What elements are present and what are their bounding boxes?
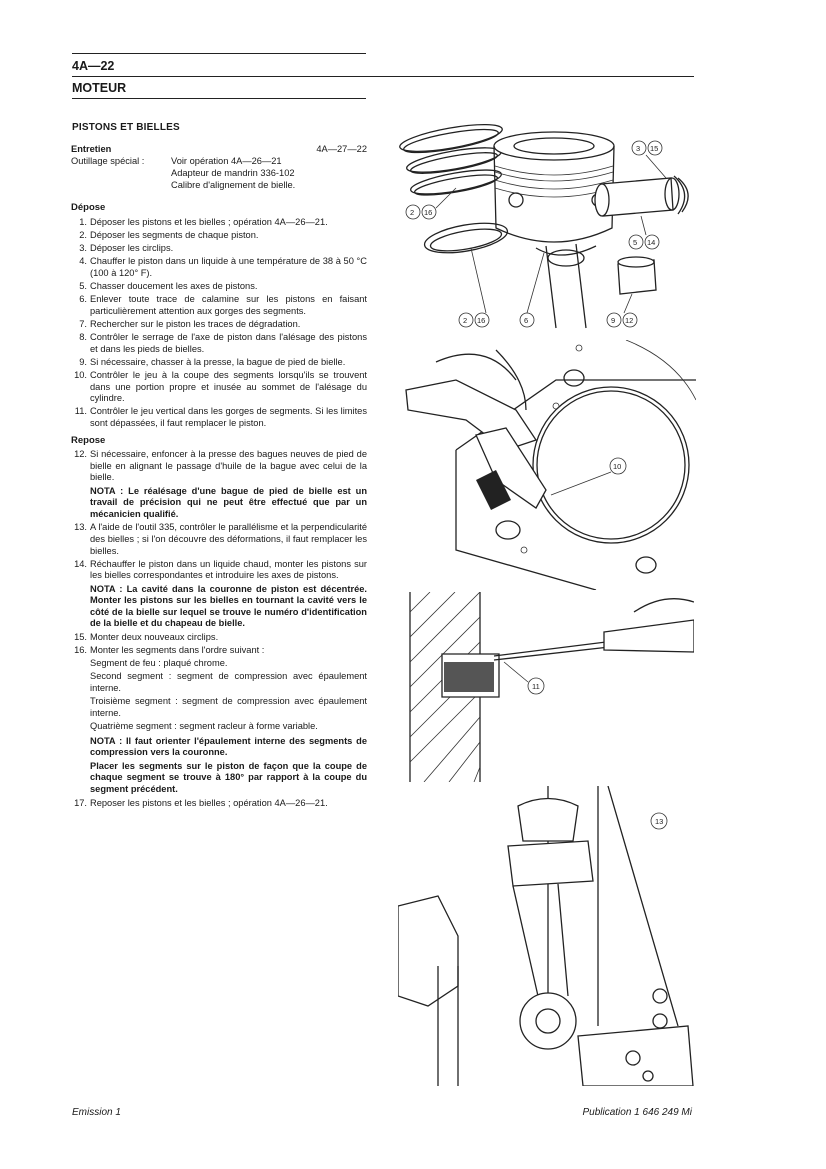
header-rule xyxy=(72,76,694,77)
note: NOTA : La cavité dans la couronne de piston est décentrée. Monter les pistons sur les bielles en tournant la cavité vers le côté de la bielle sur lequel se trouve le numéro d'identification de la bielle et du chapeau de bielle. xyxy=(90,583,367,629)
entretien-row xyxy=(71,144,367,156)
alignment-tool-illustration xyxy=(398,786,693,1086)
list-item: 10. Contrôler le jeu à la coupe des segments lorsqu'ils se trouvent dans une portion propre et inusée au sommet de l'alésage du cylindre. xyxy=(74,370,367,404)
piston-section-illustration xyxy=(410,592,499,782)
outillage-line: Adapteur de mandrin 336-102 xyxy=(171,168,295,178)
entretien-label: Entretien xyxy=(71,144,112,154)
callout-label: 16 xyxy=(477,316,486,325)
figure-piston-exploded xyxy=(396,118,696,338)
outillage-line: Calibre d'alignement de bielle. xyxy=(171,180,296,190)
callout-label: 12 xyxy=(625,316,634,325)
depose-list xyxy=(71,217,367,430)
text-column xyxy=(71,144,367,811)
segment-line: Second segment : segment de compression avec épaulement interne. xyxy=(90,671,367,694)
list-item: 1. Déposer les pistons et les bielles ; opération 4A—26—21. xyxy=(79,216,328,227)
hand-with-feeler-illustration xyxy=(406,350,546,510)
figure-ring-gap-check xyxy=(396,340,696,590)
page-code: 4A—22 xyxy=(72,59,115,73)
section-title: PISTONS ET BIELLES xyxy=(72,122,180,133)
callout-label: 14 xyxy=(647,238,656,247)
top-rule xyxy=(72,53,366,54)
list-item: 15. Monter deux nouveaux circlips. xyxy=(74,631,219,642)
list-item: 7. Rechercher sur le piston les traces de dégradation. xyxy=(79,318,301,329)
list-item: 2. Déposer les segments de chaque piston. xyxy=(79,229,259,240)
outillage-row xyxy=(71,156,367,168)
list-item: 3. Déposer les circlips. xyxy=(79,242,174,253)
note: NOTA : Il faut orienter l'épaulement interne des segments de compression vers la couronne. xyxy=(90,735,367,758)
small-end-bush-illustration xyxy=(618,257,656,294)
list-item: 16. Monter les segments dans l'ordre suivant : xyxy=(74,645,265,656)
outillage-label: Outillage spécial : xyxy=(71,156,145,166)
list-item: 17. Reposer les pistons et les bielles ; opération 4A—26—21. xyxy=(74,797,328,808)
page-title: MOTEUR xyxy=(72,81,127,95)
list-item: 6. Enlever toute trace de calamine sur les pistons en faisant particulièrement attention aux gorges des segments. xyxy=(79,294,367,316)
repose-heading: Repose xyxy=(71,434,106,446)
callout-label: 2 xyxy=(463,316,468,325)
figure-rod-alignment xyxy=(398,786,698,1086)
piston-pin-illustration xyxy=(595,176,688,216)
segment-line: Troisième segment : segment de compression avec épaulement interne. xyxy=(90,696,367,718)
footer-publication: Publication 1 646 249 Mi xyxy=(582,1107,692,1118)
callout-label: 5 xyxy=(633,238,638,247)
title-rule xyxy=(72,98,366,99)
callout-label: 3 xyxy=(636,144,641,153)
segment-line: Quatrième segment : segment racleur à forme variable. xyxy=(90,721,318,732)
note: NOTA : Le réalésage d'une bague de pied de bielle est un travail de précision qui ne peut être effectué que par un mécanicien qualifié. xyxy=(90,485,367,519)
piston-rings-illustration xyxy=(398,119,510,258)
entretien-ref: 4A—27—22 xyxy=(316,144,367,154)
callout-label: 15 xyxy=(650,144,659,153)
callout-label: 16 xyxy=(424,208,433,217)
callout-label: 10 xyxy=(613,462,622,471)
callout-label: 6 xyxy=(524,316,529,325)
depose-heading: Dépose xyxy=(71,202,106,213)
callout-label: 9 xyxy=(611,316,616,325)
list-item: 11. Contrôler le jeu vertical dans les gorges de segments. Si les limites sont dépassées, il faut remplacer le piston. xyxy=(74,406,367,429)
list-item: 13. A l'aide de l'outil 335, contrôler le parallélisme et la perpendicularité des bielles ; si l'on découvre des déformations, il faut remplacer les bielles. xyxy=(74,522,367,556)
piston-illustration xyxy=(494,132,614,242)
connecting-rod-illustration xyxy=(536,244,596,328)
footer-emission: Emission 1 xyxy=(72,1107,121,1118)
list-item: 5. Chasser doucement les axes de pistons. xyxy=(79,280,258,291)
list-item: 8. Contrôler le serrage de l'axe de piston dans l'alésage des pistons et dans les pieds de bielles. xyxy=(79,332,367,354)
list-item: 9. Si nécessaire, chasser à la presse, la bague de pied de bielle. xyxy=(79,356,346,367)
callout-label: 2 xyxy=(410,208,415,217)
list-item: 14. Réchauffer le piston dans un liquide chaud, monter les pistons sur les bielles correspondantes et introduire les axes de pistons. xyxy=(74,558,367,581)
list-item: 4. Chauffer le piston dans un liquide à une température de 38 à 50 °C (100 à 120° F). xyxy=(79,256,367,278)
figure-ring-groove-check xyxy=(404,592,694,782)
outillage-line: Voir opération 4A—26—21 xyxy=(171,156,282,166)
segment-line: Segment de feu : plaqué chrome. xyxy=(90,658,228,669)
callout-label: 11 xyxy=(532,682,540,691)
note: Placer les segments sur le piston de façon que la coupe de chaque segment se trouve à 180° par rapport à la coupe du segment précédent. xyxy=(90,760,367,794)
callout-label: 13 xyxy=(655,817,664,826)
feeler-gauge-illustration xyxy=(494,599,694,660)
list-item: 12. Si nécessaire, enfoncer à la presse des bagues neuves de pied de bielle en alignant le passage d'huile de la bague avec celui de la bielle. xyxy=(74,449,367,483)
